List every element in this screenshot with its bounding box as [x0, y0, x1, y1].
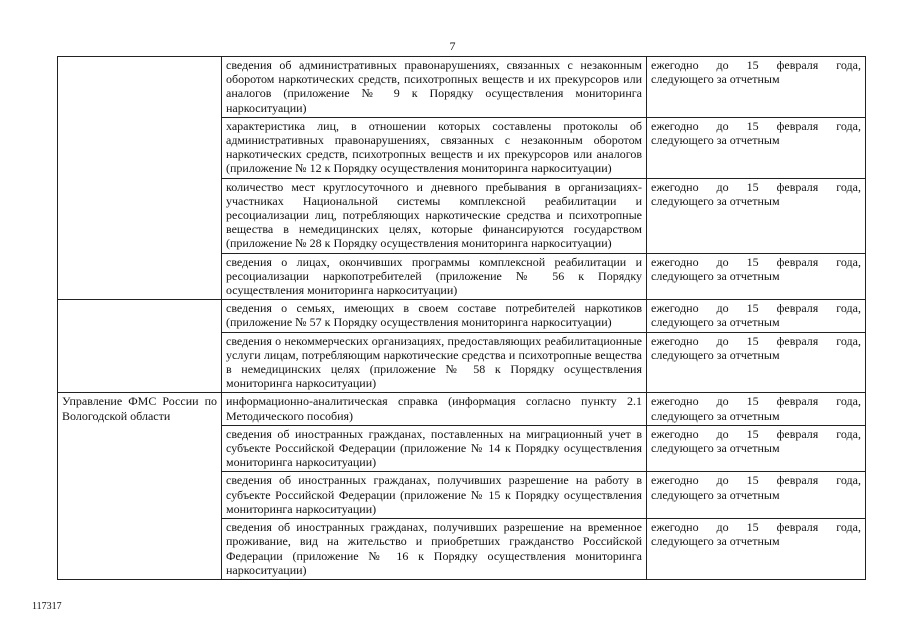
info-cell: сведения об административных правонарушениях, связанных с незаконным оборотом наркотических средств, психотропных веществ и их прекурсоров или аналогов (приложение № 9 к Порядку осуществления мониторинга наркоситуации)	[222, 57, 647, 118]
deadline-cell: ежегодно до 15 февраля года, следующего за отчетным	[647, 253, 866, 300]
organization-cell	[58, 57, 222, 300]
page-number: 7	[449, 39, 456, 53]
info-cell: сведения об иностранных гражданах, поставленных на миграционный учет в субъекте Российской Федерации (приложение № 14 к Порядку осуществления мониторинга наркоситуации)	[222, 425, 647, 472]
deadline-cell: ежегодно до 15 февраля года, следующего за отчетным	[647, 117, 866, 178]
organization-cell	[58, 300, 222, 393]
table-row	[58, 300, 866, 332]
table-row	[58, 393, 866, 425]
deadline-cell: ежегодно до 15 февраля года, следующего за отчетным	[647, 332, 866, 393]
document-code: 117317	[32, 601, 62, 612]
info-cell: сведения об иностранных гражданах, получивших разрешение на работу в субъекте Российской Федерации (приложение № 15 к Порядку осуществления мониторинга наркоситуации)	[222, 472, 647, 519]
organization-cell: Управление ФМС России по Вологодской области	[58, 393, 222, 579]
deadline-cell: ежегодно до 15 февраля года, следующего за отчетным	[647, 393, 866, 425]
monitoring-table	[57, 56, 866, 580]
info-cell: сведения о некоммерческих организациях, предоставляющих реабилитационные услуги лицам, потребляющим наркотические средства и психотропные вещества в немедицинских целях (приложение № 58 к Порядку осуществления мониторинга наркоситуации)	[222, 332, 647, 393]
deadline-cell: ежегодно до 15 февраля года, следующего за отчетным	[647, 178, 866, 253]
deadline-cell: ежегодно до 15 февраля года, следующего за отчетным	[647, 472, 866, 519]
deadline-cell: ежегодно до 15 февраля года, следующего за отчетным	[647, 519, 866, 580]
info-cell: количество мест круглосуточного и дневного пребывания в организациях-участниках Национальной системы комплексной реабилитации и ресоциализации лиц, потребляющих наркотические средства и психотропные вещества в немедицинских целях, которые финансируются государством (приложение № 28 к Порядку осуществления мониторинга наркоситуации)	[222, 178, 647, 253]
info-cell: сведения о лицах, окончивших программы комплексной реабилитации и ресоциализации наркопотребителей (приложение № 56 к Порядку осуществления мониторинга наркоситуации)	[222, 253, 647, 300]
deadline-cell: ежегодно до 15 февраля года, следующего за отчетным	[647, 425, 866, 472]
info-cell: информационно-аналитическая справка (информация согласно пункту 2.1 Методического пособия)	[222, 393, 647, 425]
info-cell: сведения о семьях, имеющих в своем составе потребителей наркотиков (приложение № 57 к Порядку осуществления мониторинга наркоситуации)	[222, 300, 647, 332]
table-row	[58, 57, 866, 118]
info-cell: характеристика лиц, в отношении которых составлены протоколы об административных правонарушениях, связанных с незаконным оборотом наркотических средств, психотропных веществ и их прекурсоров или аналогов (приложение № 12 к Порядку осуществления мониторинга наркоситуации)	[222, 117, 647, 178]
info-cell: сведения об иностранных гражданах, получивших разрешение на временное проживание, вид на жительство и приобретших гражданство Российской Федерации (приложение № 16 к Порядку осуществления мониторинга наркоситуации)	[222, 519, 647, 580]
deadline-cell: ежегодно до 15 февраля года, следующего за отчетным	[647, 57, 866, 118]
deadline-cell: ежегодно до 15 февраля года, следующего за отчетным	[647, 300, 866, 332]
